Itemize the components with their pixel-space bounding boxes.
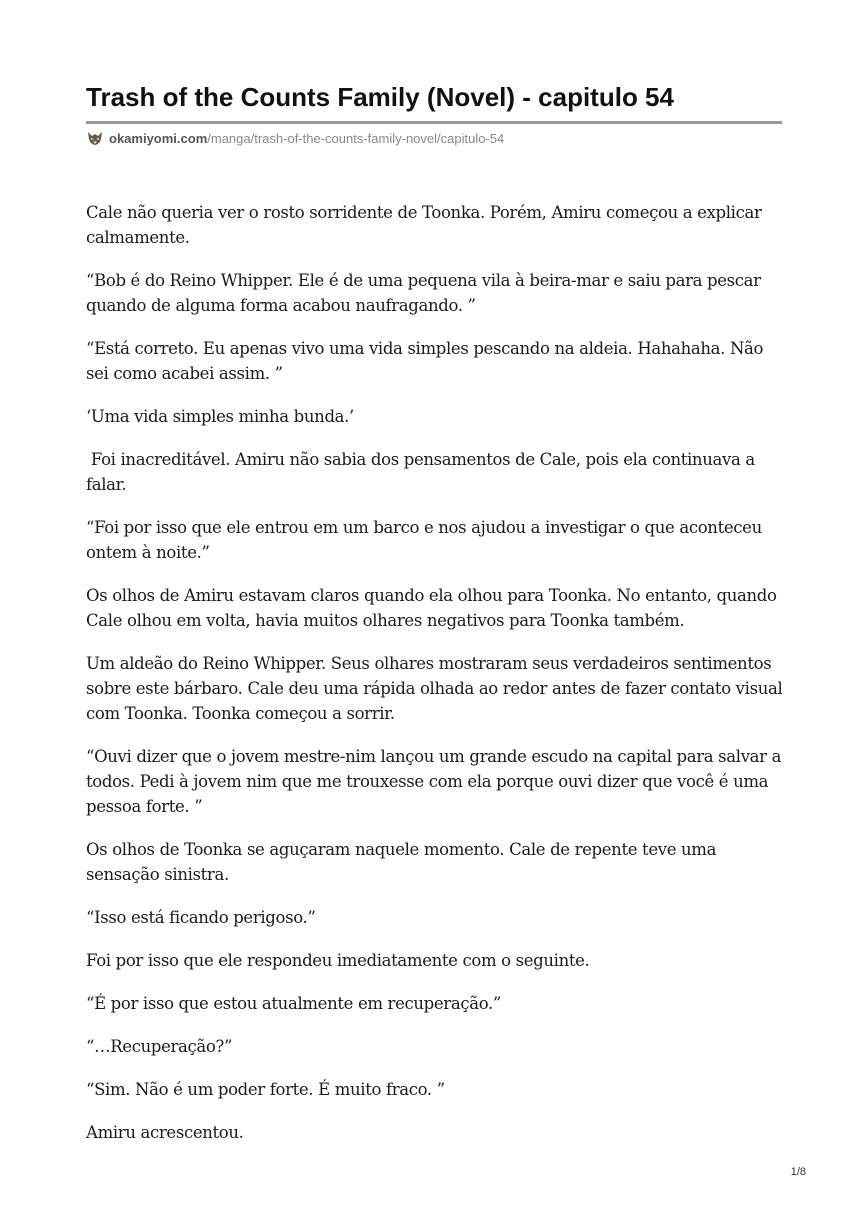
source-line bbox=[86, 128, 504, 148]
source-path-link[interactable]: /manga/trash-of-the-counts-family-novel/capitulo-54 bbox=[207, 130, 505, 146]
paragraph: “Ouvi dizer que o jovem mestre-nim lançou um grande escudo na capital para salvar a todos. Pedi à jovem nim que me trouxesse com ela porque ouvi dizer que você é uma pessoa forte. ” bbox=[86, 747, 786, 816]
paragraph: “Bob é do Reino Whipper. Ele é de uma pequena vila à beira-mar e saiu para pescar quando de alguma forma acabou naufragando. ” bbox=[86, 271, 766, 315]
paragraph: Foi inacreditável. Amiru não sabia dos pensamentos de Cale, pois ela continuava a falar. bbox=[86, 450, 760, 494]
paragraph: Cale não queria ver o rosto sorridente de Toonka. Porém, Amiru começou a explicar calmamente. bbox=[86, 203, 767, 247]
paragraph: “Está correto. Eu apenas vivo uma vida simples pescando na aldeia. Hahahaha. Não sei como acabei assim. ” bbox=[86, 339, 769, 383]
source-domain-link[interactable]: okamiyomi.com bbox=[109, 130, 208, 146]
paragraph: “É por isso que estou atualmente em recuperação.” bbox=[86, 994, 501, 1013]
page-title: Trash of the Counts Family (Novel) - capitulo 54 bbox=[86, 82, 674, 112]
title-divider bbox=[86, 121, 782, 124]
wolf-favicon-icon bbox=[86, 129, 104, 147]
paragraph: Amiru acrescentou. bbox=[86, 1123, 244, 1142]
paragraph: “…Recuperação?” bbox=[86, 1037, 233, 1056]
paragraph: “Sim. Não é um poder forte. É muito fraco. ” bbox=[86, 1080, 445, 1099]
paragraph: ‘Uma vida simples minha bunda.’ bbox=[86, 407, 354, 426]
paragraph: Os olhos de Toonka se aguçaram naquele momento. Cale de repente teve uma sensação sinistra. bbox=[86, 840, 721, 884]
page-number: 1/8 bbox=[790, 1166, 806, 1178]
paragraph: Os olhos de Amiru estavam claros quando ela olhou para Toonka. No entanto, quando Cale olhou em volta, havia muitos olhares negativos para Toonka também. bbox=[86, 586, 782, 630]
chapter-body bbox=[86, 200, 786, 1163]
paragraph: Foi por isso que ele respondeu imediatamente com o seguinte. bbox=[86, 951, 590, 970]
paragraph: “Isso está ficando perigoso.” bbox=[86, 908, 316, 927]
paragraph: “Foi por isso que ele entrou em um barco e nos ajudou a investigar o que aconteceu ontem à noite.” bbox=[86, 518, 767, 562]
paragraph: Um aldeão do Reino Whipper. Seus olhares mostraram seus verdadeiros sentimentos sobre este bárbaro. Cale deu uma rápida olhada ao redor antes de fazer contato visual com Toonka. Toonka começou a sorrir. bbox=[86, 654, 788, 723]
